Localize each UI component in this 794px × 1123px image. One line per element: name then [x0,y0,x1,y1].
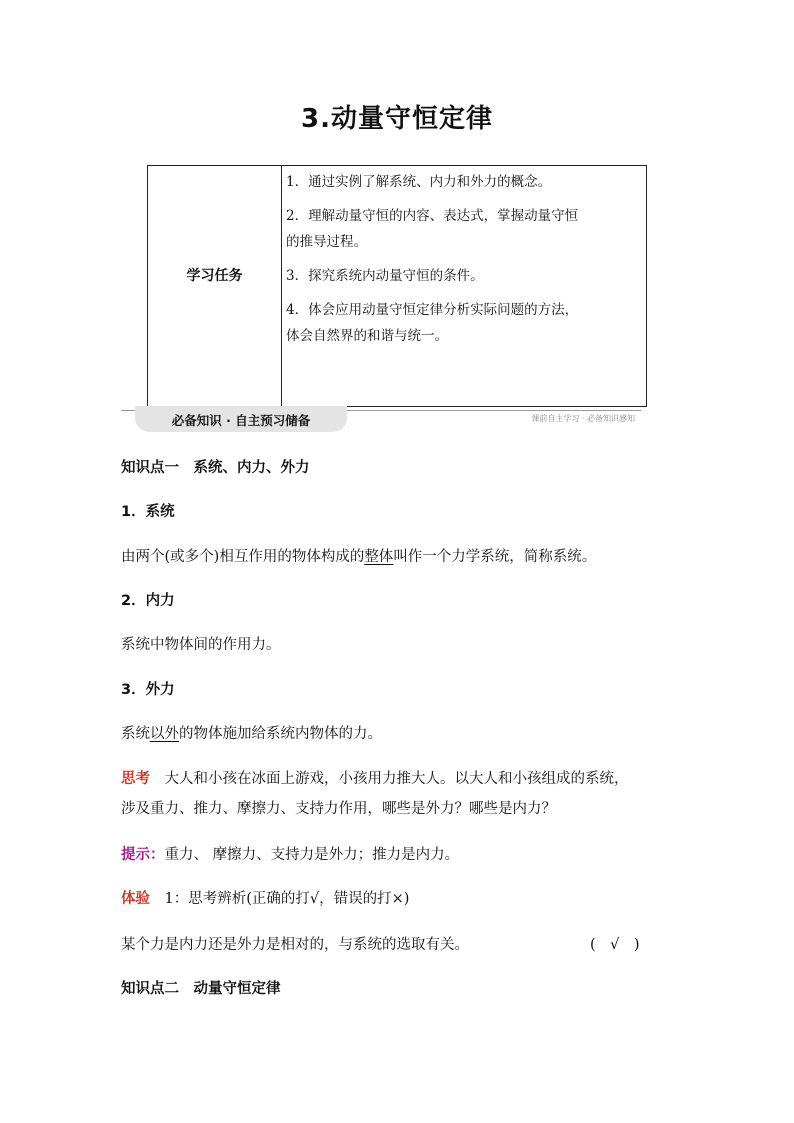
experience-line [121,887,681,908]
knowledge-point-2-heading: 知识点二 动量守恒定律 [121,981,281,997]
think-question-line2: 涉及重力、推力、摩擦力、支持力作用，哪些是外力？哪些是内力？ [121,801,556,817]
think-question-line1 [121,767,681,788]
external-force-post: 的物体施加给系统内物体的力。 [179,726,382,742]
task-item-2 [286,203,638,255]
internal-force-definition: 系统中物体间的作用力。 [121,637,281,653]
hint-line [121,843,681,864]
task-item-4-line2: 体会自然界的和谐与统一。 [286,328,448,344]
task-item-2-line1: 2．理解动量守恒的内容、表达式，掌握动量守恒 [286,208,579,224]
system-definition-post: 叫作一个力学系统，简称系统。 [393,549,597,565]
knowledge-point-1-heading: 知识点一 系统、内力、外力 [121,460,310,476]
think-label: 思考 [121,771,150,787]
task-item-list [286,169,638,357]
task-item-4 [286,297,638,349]
judgement-answer: ( √ ) [590,937,640,953]
system-definition-underlined: 整体 [364,549,394,565]
external-force-pre: 系统 [121,726,150,742]
subsection-system-title: 1．系统 [121,504,175,520]
task-item-4-line1: 4．体会应用动量守恒定律分析实际问题的方法， [286,302,579,318]
banner-note: 课前自主学习 · 必备知识感知 [531,414,635,423]
external-force-underlined: 以外 [150,726,179,742]
system-definition-pre: 由两个(或多个)相互作用的物体构成的 [121,549,365,565]
think-text-1: 大人和小孩在冰面上游戏，小孩用力推大人。以大人和小孩组成的系统， [150,771,629,787]
external-force-definition [121,722,681,743]
experience-label: 体验 [121,891,150,907]
table-column-divider [281,166,282,406]
task-item-1: 1．通过实例了解系统、内力和外力的概念。 [286,174,552,190]
subsection-external-force-title: 3．外力 [121,682,175,698]
learning-task-table [147,165,647,407]
section-banner [121,404,641,434]
task-item-2-line2: 的推导过程。 [286,234,367,250]
task-item-3: 3．探究系统内动量守恒的条件。 [286,268,484,284]
task-table-label: 学习任务 [186,268,243,284]
banner-label: 必备知识 · 自主预习储备 [171,413,311,428]
page-title: 3.动量守恒定律 [301,104,493,134]
system-definition [121,545,681,566]
judgement-statement: 某个力是内力还是外力是相对的，与系统的选取有关。 [121,937,469,953]
subsection-internal-force-title: 2．内力 [121,593,175,609]
experience-text: 1：思考辨析(正确的打√，错误的打×) [150,891,410,907]
hint-text: 重力、 摩擦力、支持力是外力；推力是内力。 [164,847,460,863]
hint-label: 提示： [121,847,165,863]
